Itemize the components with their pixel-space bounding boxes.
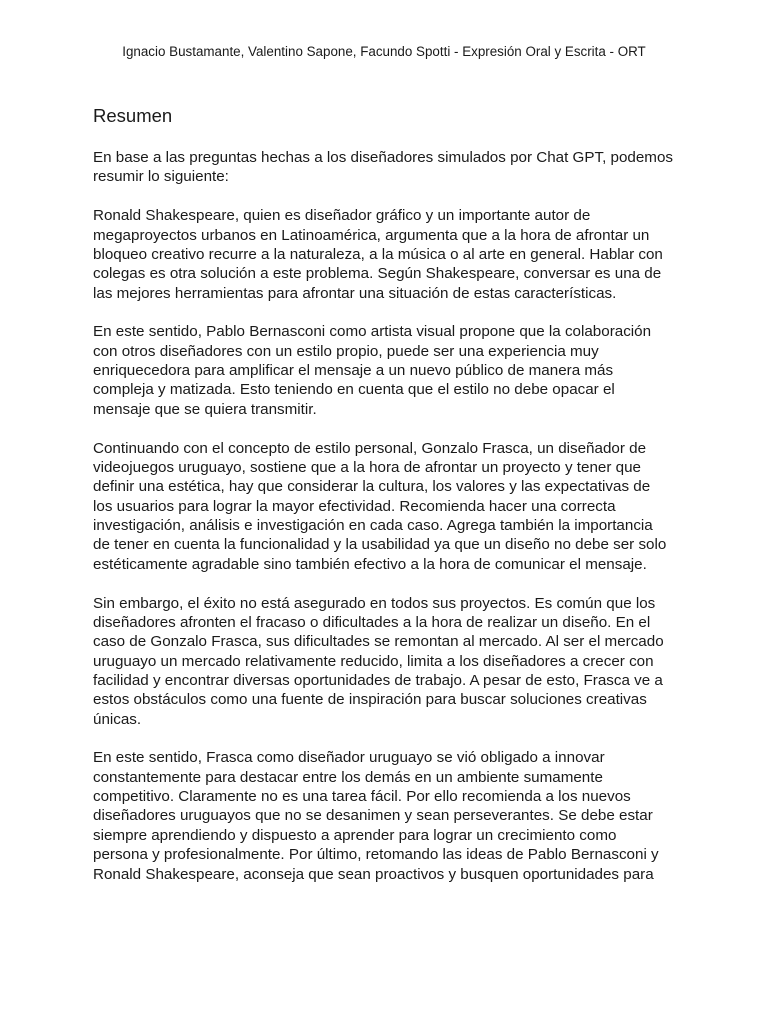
section-title: Resumen: [93, 105, 173, 126]
paragraph-bernasconi: En este sentido, Pablo Bernasconi como artista visual propone que la colaboración con otros diseñadores con un estilo propio, puede ser una experiencia muy enriquecedora para amplificar el mensaje a un nuevo público de manera más compleja y matizada. Esto teniendo en cuenta que el estilo no debe opacar el mensaje que se quiera transmitir.: [93, 323, 652, 418]
paragraph-frasca-innovation: En este sentido, Frasca como diseñador uruguayo se vió obligado a innovar constantemente para destacar entre los demás en un ambiente sumamente competitivo. Claramente no es una tarea fácil. Por ello recomienda a los nuevos diseñadores uruguayos que no se desanimen y sean perseverantes. Se debe estar siempre aprendiendo y dispuesto a aprender para lograr un crecimiento como persona y profesionalmente. Por último, retomando las ideas de Pablo Bernasconi y Ronald Shakespeare, aconseja que sean proactivos y busquen oportunidades para: [93, 749, 659, 883]
paragraph-frasca-difficulties: Sin embargo, el éxito no está asegurado en todos sus proyectos. Es común que los diseñadores afronten el fracaso o dificultades a la hora de realizar un diseño. En el caso de Gonzalo Frasca, sus dificultades se remontan al mercado. Al ser el mercado uruguayo un mercado relativamente reducido, limita a los diseñadores a crecer con facilidad y encontrar diversas oportunidades de trabajo. A pesar de esto, Frasca ve a estos obstáculos como una fuente de inspiración para buscar soluciones creativas únicas.: [93, 594, 664, 728]
paragraph-intro: En base a las preguntas hechas a los diseñadores simulados por Chat GPT, podemos resumir lo siguiente:: [93, 149, 673, 186]
document-body: [93, 148, 673, 903]
paragraph-frasca-style: Continuando con el concepto de estilo personal, Gonzalo Frasca, un diseñador de videojuegos uruguayo, sostiene que a la hora de afrontar un proyecto y tener que definir una estética, hay que considerar la cultura, los valores y las expectativas de los usuarios para lograr la mayor efectividad. Recomienda hacer una correcta investigación, análisis e investigación en cada caso. Agrega también la importancia de tener en cuenta la funcionalidad y la usabilidad ya que un diseño no debe ser solo estéticamente agradable sino también efectivo a la hora de comunicar el mensaje.: [93, 439, 667, 573]
page-header: Ignacio Bustamante, Valentino Sapone, Facundo Spotti - Expresión Oral y Escrita - ORT: [122, 44, 646, 59]
paragraph-shakespeare: Ronald Shakespeare, quien es diseñador gráfico y un importante autor de megaproyectos urbanos en Latinoamérica, argumenta que a la hora de afrontar un bloqueo creativo recurre a la naturaleza, a la música o al arte en general. Hablar con colegas es otra solución a este problema. Según Shakespeare, conversar es una de las mejores herramientas para afrontar una situación de estas características.: [93, 207, 663, 302]
